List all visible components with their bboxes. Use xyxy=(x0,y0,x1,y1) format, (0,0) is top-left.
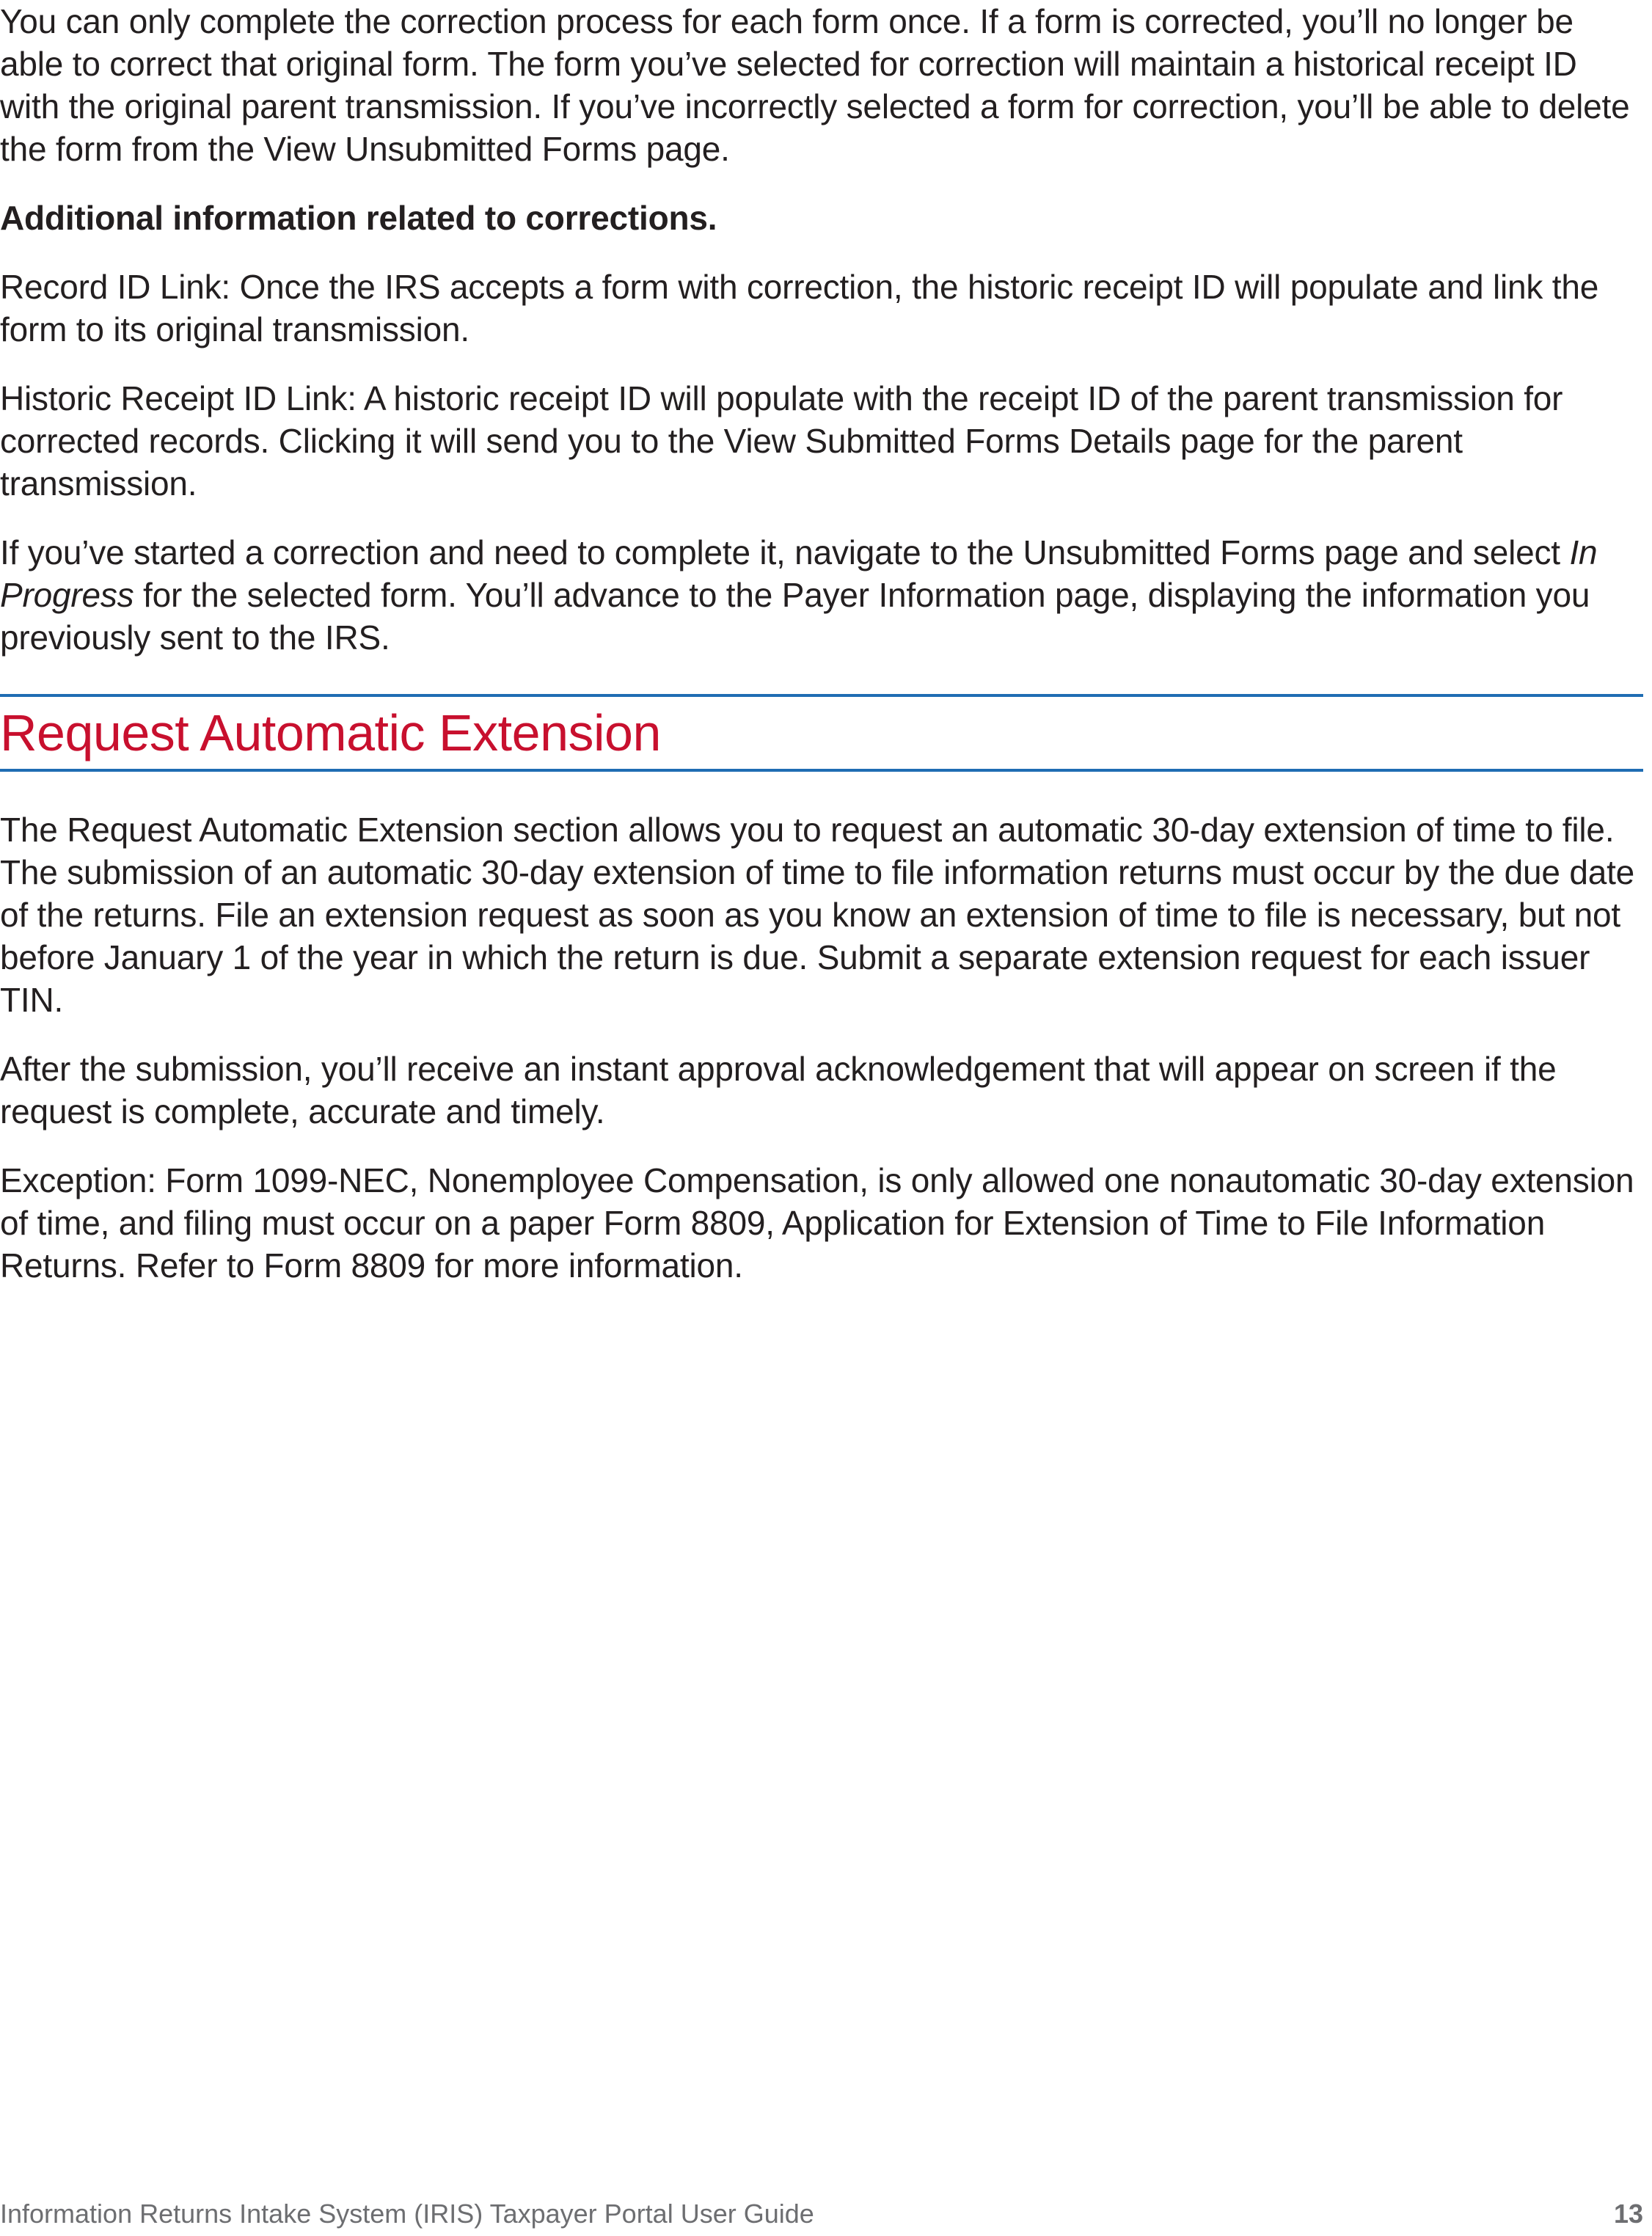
in-progress-italic: In Progress xyxy=(0,533,1598,614)
in-progress-text-before: If you’ve started a correction and need to complete it, navigate to the Unsubmitted Forms page and select xyxy=(0,533,1570,571)
subheading-corrections-info: Additional information related to corrections. xyxy=(0,199,717,237)
paragraph-historic-receipt-id-link: Historic Receipt ID Link: A historic receipt ID will populate with the receipt ID of the parent transmission for corrected records. Clicking it will send you to the View Submitted Forms Details page for the parent transmission. xyxy=(0,379,1563,503)
section-rule-bottom xyxy=(0,769,1643,772)
in-progress-text-after: for the selected form. You’ll advance to the Payer Information page, displaying the information you previously sent to the IRS. xyxy=(0,576,1590,657)
section-title: Request Automatic Extension xyxy=(0,704,661,761)
paragraph-extension-overview: The Request Automatic Extension section allows you to request an automatic 30-day extension of time to file. The submission of an automatic 30-day extension of time to file information returns must occur by the due date of the returns. File an extension request as soon as you know an extension of time to file is necessary, but not before January 1 of the year in which the return is due. Submit a separate extension request for each issuer TIN. xyxy=(0,811,1635,1019)
footer-title: Information Returns Intake System (IRIS) Taxpayer Portal User Guide xyxy=(0,2199,814,2229)
paragraph-correction-once: You can only complete the correction process for each form once. If a form is corrected, you’ll no longer be able to correct that original form. The form you’ve selected for correction will maintain a historical receipt ID with the original parent transmission. If you’ve incorrectly selected a form for correction, you’ll be able to delete the form from the View Unsubmitted Forms page. xyxy=(0,2,1630,168)
paragraph-in-progress xyxy=(0,531,1643,659)
page-number: 13 xyxy=(1613,2199,1643,2229)
paragraph-exception: Exception: Form 1099-NEC, Nonemployee Compensation, is only allowed one nonautomatic 30-day extension of time, and filing must occur on a paper Form 8809, Application for Extension of Time to File Information Returns. Refer to Form 8809 for more information. xyxy=(0,1161,1634,1285)
paragraph-approval-acknowledgement: After the submission, you’ll receive an instant approval acknowledgement that will appear on screen if the request is complete, accurate and timely. xyxy=(0,1050,1557,1130)
section-header xyxy=(0,694,1643,772)
page-footer xyxy=(0,2198,1643,2230)
paragraph-record-id-link: Record ID Link: Once the IRS accepts a form with correction, the historic receipt ID will populate and link the form to its original transmission. xyxy=(0,268,1599,348)
